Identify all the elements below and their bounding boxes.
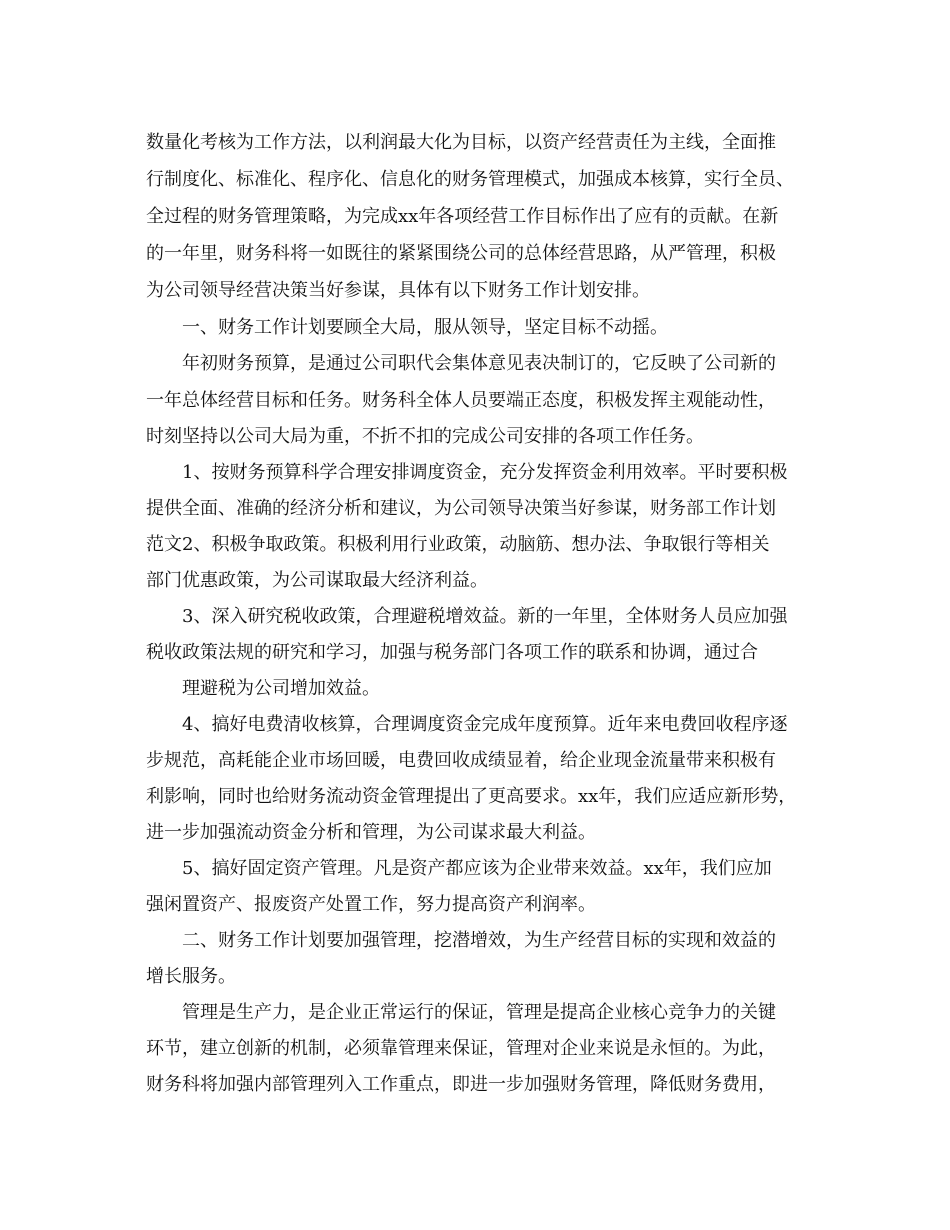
text-line: 进一步加强流动资金分析和管理，为公司谋求最大利益。 bbox=[146, 822, 596, 843]
text-line: 税收政策法规的研究和学习，加强与税务部门各项工作的联系和协调，通过合 bbox=[146, 642, 758, 663]
text-line: 管理是生产力，是企业正常运行的保证，管理是提高企业核心竞争力的关键 bbox=[182, 1002, 776, 1023]
text-line: 为公司领导经营决策当好参谋，具体有以下财务工作计划安排。 bbox=[146, 280, 650, 301]
text-line: 3、深入研究税收政策，合理避税增效益。新的一年里，全体财务人员应加强 bbox=[182, 606, 788, 627]
text-line: 行制度化、标准化、程序化、信息化的财务管理模式，加强成本核算，实行全员、 bbox=[146, 169, 794, 190]
text-line: 理避税为公司增加效益。 bbox=[182, 678, 380, 699]
section-heading: 增长服务。 bbox=[146, 966, 236, 987]
text-line: 时刻坚持以公司大局为重，不折不扣的完成公司安排的各项工作任务。 bbox=[146, 426, 704, 447]
text-line: 部门优惠政策，为公司谋取最大经济利益。 bbox=[146, 570, 488, 591]
section-heading: 一、财务工作计划要顾全大局，服从领导，坚定目标不动摇。 bbox=[182, 317, 668, 338]
text-line: 4、搞好电费清收核算，合理调度资金完成年度预算。近年来电费回收程序逐 bbox=[182, 714, 788, 735]
text-line: 财务科将加强内部管理列入工作重点，即进一步加强财务管理，降低财务费用， bbox=[146, 1074, 776, 1095]
text-line: 利影响，同时也给财务流动资金管理提出了更高要求。xx年，我们应适应新形势， bbox=[146, 786, 797, 807]
text-line: 一年总体经营目标和任务。财务科全体人员要端正态度，积极发挥主观能动性， bbox=[146, 390, 776, 411]
text-line: 全过程的财务管理策略，为完成xx年各项经营工作目标作出了应有的贡献。在新 bbox=[146, 206, 779, 227]
text-line: 的一年里，财务科将一如既往的紧紧围绕公司的总体经营思路，从严管理，积极 bbox=[146, 243, 776, 264]
section-heading: 二、财务工作计划要加强管理，挖潜增效，为生产经营目标的实现和效益的 bbox=[182, 930, 776, 951]
text-line: 1、按财务预算科学合理安排调度资金，充分发挥资金利用效率。平时要积极 bbox=[182, 462, 788, 483]
text-line: 步规范，高耗能企业市场回暖，电费回收成绩显着，给企业现金流量带来积极有 bbox=[146, 750, 776, 771]
text-line: 强闲置资产、报废资产处置工作，努力提高资产利润率。 bbox=[146, 894, 596, 915]
text-line: 提供全面、准确的经济分析和建议，为公司领导决策当好参谋，财务部工作计划 bbox=[146, 498, 776, 519]
text-line: 5、搞好固定资产管理。凡是资产都应该为企业带来效益。xx年，我们应加 bbox=[182, 858, 772, 879]
text-line: 年初财务预算，是通过公司职代会集体意见表决制订的，它反映了公司新的 bbox=[182, 353, 776, 374]
text-line: 数量化考核为工作方法，以利润最大化为目标，以资产经营责任为主线，全面推 bbox=[146, 132, 776, 153]
text-line: 范文2、积极争取政策。积极利用行业政策，动脑筋、想办法、争取银行等相关 bbox=[146, 534, 770, 555]
text-line: 环节，建立创新的机制，必须靠管理来保证，管理对企业来说是永恒的。为此， bbox=[146, 1038, 776, 1059]
